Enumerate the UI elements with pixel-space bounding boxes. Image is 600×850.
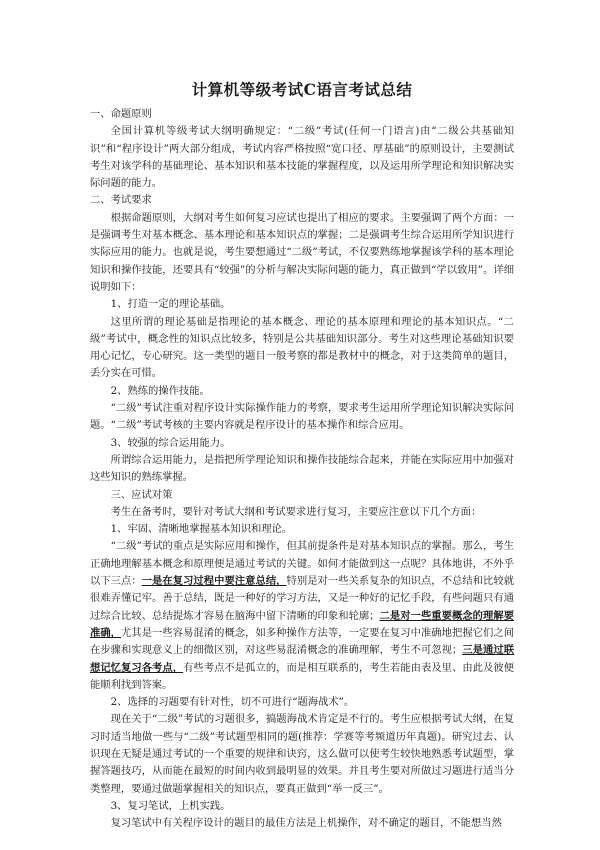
subheading: 2、熟练的操作技能。 — [110, 384, 210, 397]
paragraph: 这里所谓的理论基础是指理论的基本概念、理论的基本原理和理论的基本知识点。“二级”考试中，概念性的知识点比较多，特别是公共基础知识部分。考生对这些理论基础知识要用心记忆，专心研究。这一类型的题目一般考察的都是教材中的概念，对于这类简单的题目，丢分实在可惜。 — [90, 315, 514, 380]
emphasis-point-one: 一是在复习过程中要注意总结， — [141, 575, 287, 588]
text-run: 特别是对一些关系复杂的知识点，不总结和比较就很难弄懂记牢。善于总结，既是一种好的学习方法，又是一种好的记忆手段，有些问题只有通过综合比较、总结提炼才容易在脑海中留下清晰的印象和轮廓； — [90, 575, 515, 622]
paragraph: 所谓综合运用能力，是指把所学理论知识和操作技能综合起来，并能在实际应用中加强对这些知识的熟练掌握。 — [90, 453, 514, 484]
subheading: 3、较强的综合运用能力。 — [110, 436, 231, 449]
paragraph: 复习笔试中有关程序设计的题目的最佳方法是上机操作，对不确定的题目，不能想当然 — [110, 817, 502, 830]
section-heading-principles: 一、命题原则 — [90, 108, 152, 120]
paragraph: 根据命题原则，大纲对考生如何复习应试也提出了相应的要求。主要强调了两个方面：一是强调考生对基本概念、基本理论和基本知识点的掌握；二是强调考生综合运用所学知识进行实际应用的能力。也就是说，考生要想通过“二级”考试，不仅要熟练地掌握该学科的基本理论知识和操作技能，还要具有“较强”的分析与解决实际问题的能力，真正做到“学以致用”。详细说明如下： — [90, 211, 514, 293]
section-heading-strategies: 三、应试对策 — [110, 488, 173, 501]
document-title: 计算机等级考试C语言考试总结 — [191, 80, 413, 99]
emphasis-point-three: 三是通过联想记忆复习各考点， — [90, 644, 515, 674]
text-run: 有些考点不是孤立的，而是相互联系的，考生若能由表及里、由此及彼便能顺利找到答案。 — [90, 661, 515, 691]
section-heading-requirements: 二、考试要求 — [90, 194, 152, 207]
paragraph: 现在关于“二级”考试的习题很多，搞题海战术肯定是不行的。考生应根据考试大纲，在复习时适当地做一些与“二级”考试题型相同的题(推荐：学赛等考频道历年真题)。研究过去、认识现在无疑是通过考试的一个重要的规律和诀窍，这么做可以使考生较快地熟悉考试题型，掌握答题技巧，从而能在最短的时间内收到最明显的效果。并且考生要对所做过习题进行适当分类整理，要通过做题掌握相关的知识点，要真正做到“举一反三”。 — [90, 713, 514, 795]
paragraph-with-emphasis — [90, 538, 514, 694]
paragraph: 全国计算机等级考试大纲明确规定：“二级”考试(任何一门语言)由“二级公共基础知识”和“程序设计”两大部分组成，考试内容严格按照“宽口径、厚基础”的原则设计，主要测试考生对该学科的基础理论、基本知识和基本技能的掌握程度，以及运用所学理论和知识解决实际问题的能力。 — [90, 125, 514, 190]
paragraph: “二级”考试注重对程序设计实际操作能力的考察，要求考生运用所学理论知识解决实际问题。“二级”考试考核的主要内容就是程序设计的基本操作和综合应用。 — [90, 402, 514, 432]
text-run: 尤其是一些容易混淆的概念，如多种操作方法等，一定要在复习中准确地把握它们之间在步骤和实现意义上的细微区别，对这些易混淆概念的准确理解，考生不可忽视； — [90, 626, 515, 657]
text-run: “二级”考试的重点是实际应用和操作，但其前提条件是对基本知识点的掌握。那么，考生正确地理解基本概念和原理便是通过考试的关键。如何才能做到这一点呢？具体地讲，不外乎以下三点： — [90, 540, 514, 588]
subheading: 3、复习笔试，上机实践。 — [110, 799, 231, 812]
emphasis-point-two: 二是对一些重要概念的理解要准确， — [90, 609, 514, 639]
subheading: 1、打造一定的理论基础。 — [110, 298, 231, 311]
subheading: 2、选择的习题要有针对性，切不可进行“题海战术”。 — [110, 696, 355, 709]
subheading: 1、牢固、清晰地掌握基本知识和理论。 — [110, 523, 293, 536]
paragraph: 考生在备考时，要针对考试大纲和考试要求进行复习，主要应注意以下几个方面： — [110, 505, 482, 518]
